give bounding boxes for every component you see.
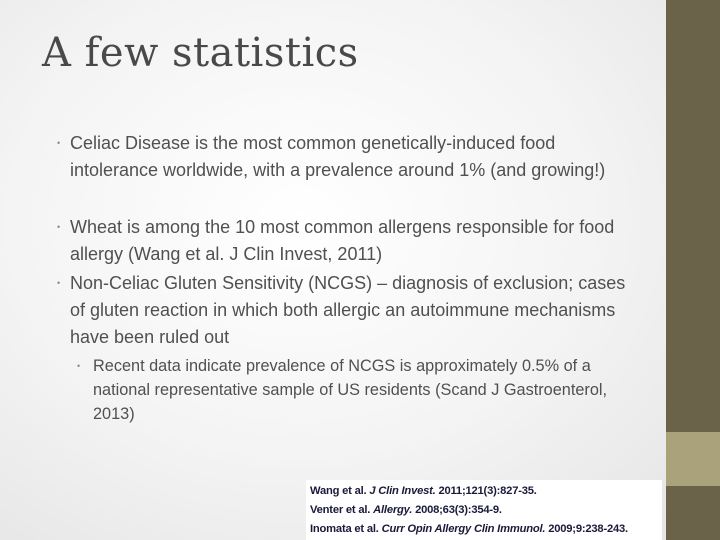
bullet-text: Celiac Disease is the most common genetically-induced food intolerance worldwide, with a prevalence around 1% (and growing!) [70, 133, 606, 180]
sub-bullet-text: Recent data indicate prevalence of NCGS is approximately 0.5% of a national representative sample of US residents (Scand J Gastroenterol, 2013) [93, 357, 608, 423]
slide-title: A few statistics [42, 30, 359, 76]
bullet-item [57, 130, 630, 184]
bullet-text: Non-Celiac Gluten Sensitivity (NCGS) – diagnosis of exclusion; cases of gluten reaction in which both allergic an autoimmune mechanisms have been ruled out [70, 273, 626, 347]
references-box [306, 480, 662, 540]
side-accent-block [666, 432, 720, 486]
bullet-text: Wheat is among the 10 most common allergens responsible for food allergy (Wang et al. J Clin Invest, 2011) [70, 217, 615, 264]
sub-bullet-item [77, 354, 638, 426]
bullet-dot-icon: • [77, 361, 81, 371]
reference-line: Venter et al. Allergy. 2008;63(3):354-9. [310, 504, 502, 516]
reference-line: Wang et al. J Clin Invest. 2011;121(3):827-35. [310, 485, 537, 497]
bullet-dot-icon: • [57, 278, 61, 288]
bullet-dot-icon: • [57, 138, 61, 148]
reference-line: Inomata et al. Curr Opin Allergy Clin Immunol. 2009;9:238-243. [310, 523, 628, 535]
bullet-item [57, 270, 635, 351]
bullet-item [57, 214, 630, 268]
bullet-dot-icon: • [57, 222, 61, 232]
